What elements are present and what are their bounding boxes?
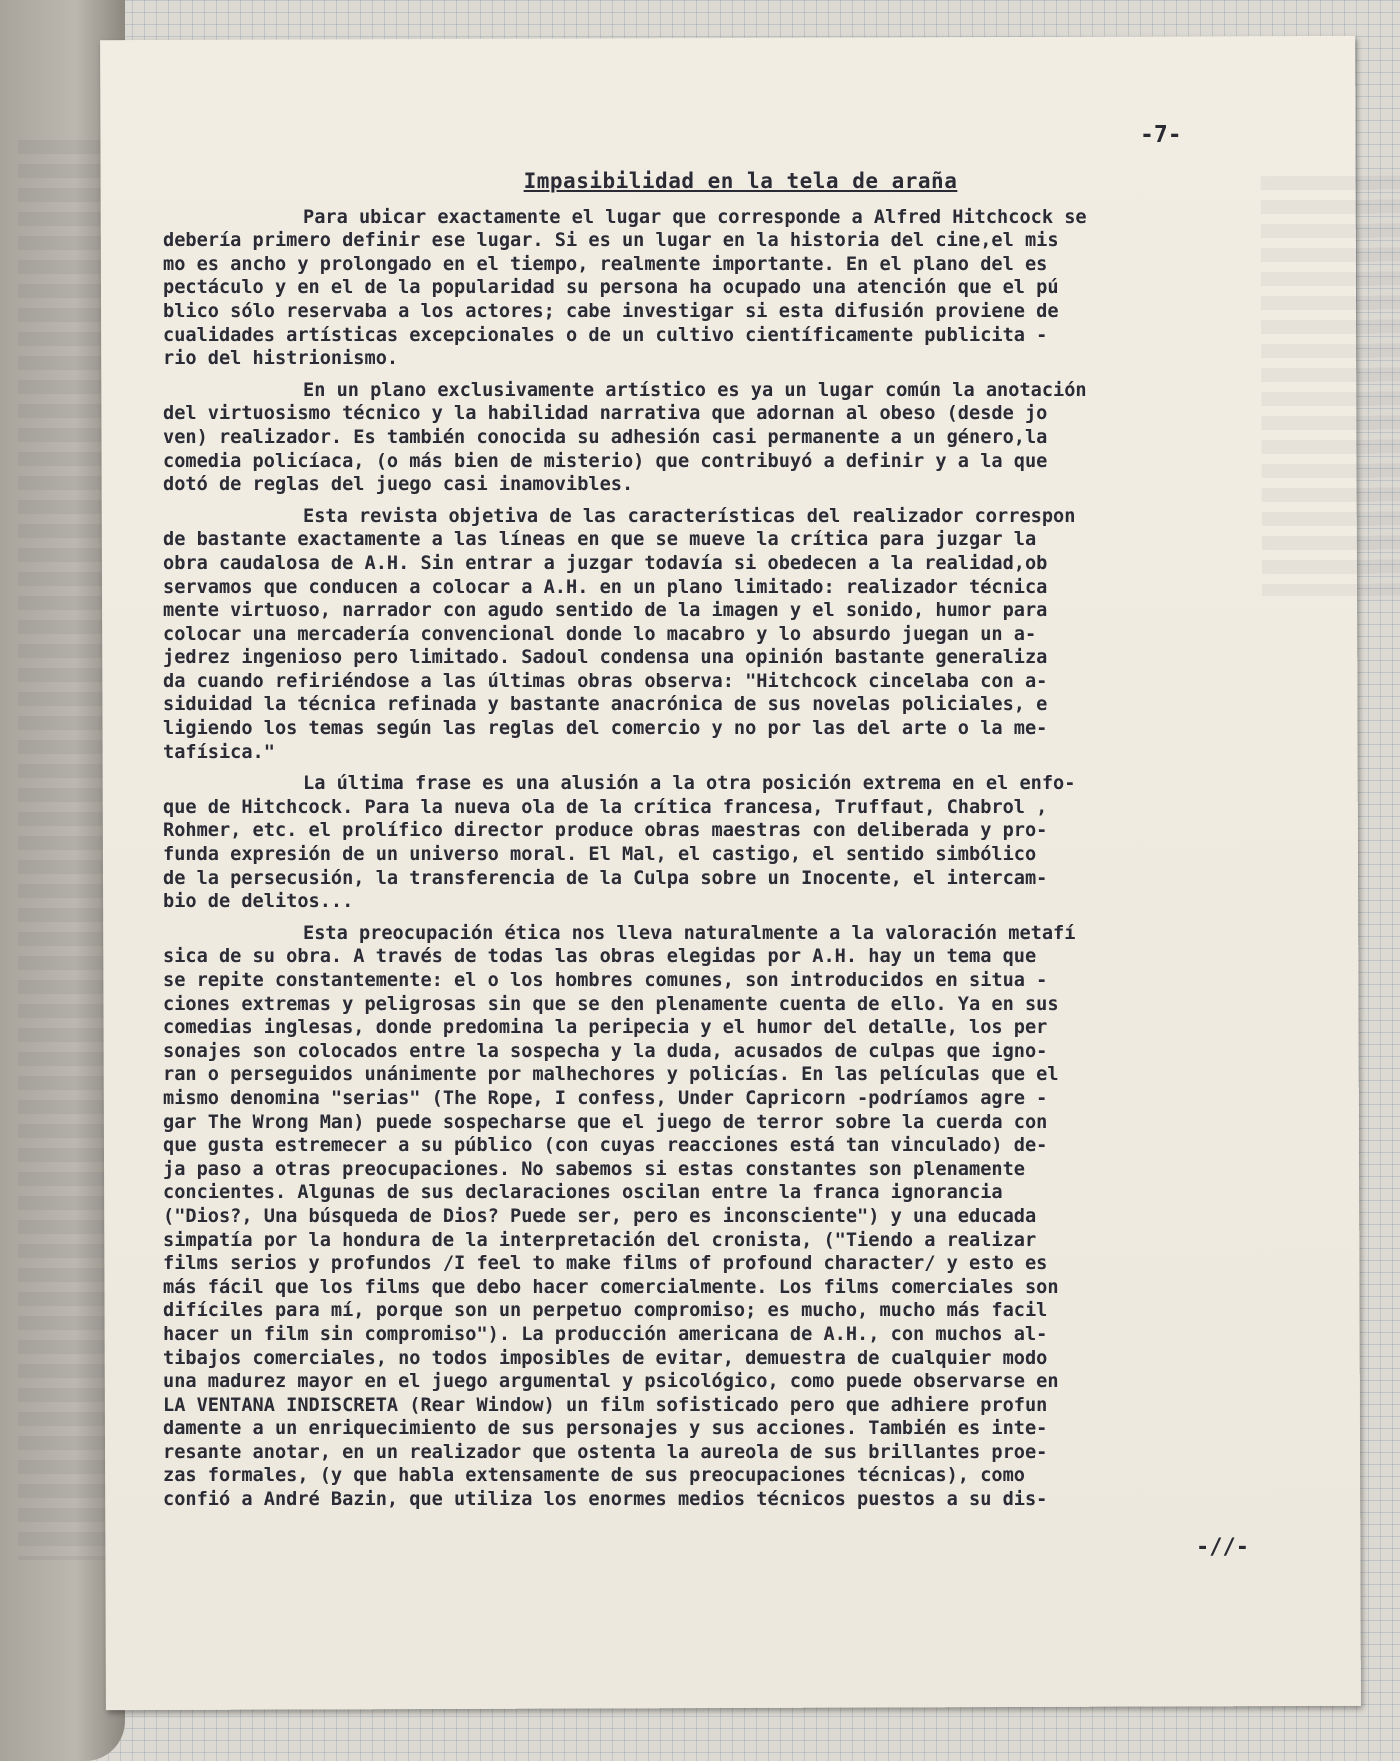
text-line: ven) realizador. Es también conocida su adhesión casi permanente a un género,la (163, 426, 1048, 448)
text-line: se repite constantemente: el o los hombres comunes, son introducidos en situa - (163, 970, 1048, 991)
page-number: -7- (1140, 122, 1182, 148)
bleed-through-shadow (1261, 175, 1400, 596)
text-line: comedias inglesas, donde predomina la peripecia y el humor del detalle, los per (163, 1017, 1048, 1039)
text-line: resante anotar, en un realizador que ostenta la aureola de sus brillantes proe- (163, 1441, 1048, 1463)
text-line: ("Dios?, Una búsqueda de Dios? Puede ser, pero es inconsciente") y una educada (163, 1205, 1037, 1227)
text-line: concientes. Algunas de sus declaraciones oscilan entre la franca ignorancia (163, 1182, 1003, 1204)
text-line: difíciles para mí, porque son un perpetuo compromiso; es mucho, mucho más facil (163, 1300, 1048, 1322)
text-line: damente a un enriquecimiento de sus personajes y sus acciones. También es inte- (163, 1418, 1048, 1440)
text-line: Esta preocupación ética nos lleva naturalmente a la valoración metafí (303, 922, 1076, 944)
page-body (163, 170, 1258, 1520)
text-line: que de Hitchcock. Para la nueva ola de la crítica francesa, Truffaut, Chabrol , (163, 796, 1048, 818)
text-line: comedia policíaca, (o más bien de misterio) que contribuyó a definir y a la que (163, 450, 1048, 472)
text-line: tafísica." (163, 741, 275, 763)
paragraph (163, 379, 1258, 497)
text-line: Rohmer, etc. el prolífico director produce obras maestras con deliberada y pro- (163, 820, 1048, 842)
text-line: Para ubicar exactamente el lugar que corresponde a Alfred Hitchcock se (303, 206, 1087, 228)
text-line: sonajes son colocados entre la sospecha y la duda, acusados de culpas que igno- (163, 1040, 1048, 1062)
text-line: simpatía por la hondura de la interpretación del cronista, ("Tiendo a realizar (163, 1229, 1037, 1251)
text-line: hacer un film sin compromiso"). La producción americana de A.H., con muchos al- (163, 1323, 1048, 1345)
text-line: jedrez ingenioso pero limitado. Sadoul condensa una opinión bastante generaliza (163, 647, 1048, 669)
text-line: sica de su obra. A través de todas las obras elegidas por A.H. hay un tema que (163, 946, 1037, 968)
text-line: La última frase es una alusión a la otra posición extrema en el enfo- (303, 773, 1076, 795)
text-line: rio del histrionismo. (163, 348, 399, 370)
text-line: zas formales, (y que habla extensamente de sus preocupaciones técnicas), como (163, 1465, 1025, 1487)
text-line: debería primero definir ese lugar. Si es un lugar en la historia del cine,el mis (163, 230, 1059, 252)
text-line: En un plano exclusivamente artístico es ya un lugar común la anotación (303, 379, 1087, 401)
text-line: gar The Wrong Man) puede sospecharse que el juego de terror sobre la cuerda con (163, 1111, 1048, 1133)
text-line: de la persecusión, la transferencia de la Culpa sobre un Inocente, el intercam- (163, 867, 1048, 889)
paragraph (163, 505, 1258, 765)
text-line: ja paso a otras preocupaciones. No sabemos si estas constantes son plenamente (163, 1158, 1025, 1180)
text-line: colocar una mercadería convencional donde lo macabro y lo absurdo juegan un a- (163, 623, 1037, 645)
text-line: obra caudalosa de A.H. Sin entrar a juzgar todavía si obedecen a la realidad,ob (163, 552, 1048, 574)
paragraphs-container (163, 206, 1258, 1512)
text-line: una madurez mayor en el juego argumental y psicológico, como puede observarse en (163, 1371, 1059, 1393)
paragraph (163, 772, 1258, 914)
text-line: dotó de reglas del juego casi inamovibles. (163, 474, 634, 496)
text-line: siduidad la técnica refinada y bastante anacrónica de sus novelas policiales, e (163, 694, 1048, 716)
text-line: más fácil que los films que debo hacer comercialmente. Los films comerciales son (163, 1276, 1059, 1298)
text-line: mismo denomina "serias" (The Rope, I confess, Under Capricorn -podríamos agre - (163, 1087, 1048, 1109)
text-line: bio de delitos... (163, 891, 354, 913)
paragraph (163, 206, 1258, 371)
page-title: Impasibilidad en la tela de araña (523, 169, 958, 193)
text-line: confió a André Bazin, que utiliza los enormes medios técnicos puestos a su dis- (163, 1489, 1048, 1511)
facing-page-bleed-through (18, 140, 108, 1560)
text-line: del virtuosismo técnico y la habilidad narrativa que adornan al obeso (desde jo (163, 403, 1048, 425)
text-line: que gusta estremecer a su público (con cuyas reacciones está tan vinculado) de- (163, 1135, 1048, 1157)
text-line: pectáculo y en el de la popularidad su persona ha ocupado una atención que el pú (163, 277, 1059, 299)
text-line: de bastante exactamente a las líneas en que se mueve la crítica para juzgar la (163, 529, 1037, 551)
continuation-mark: -//- (1196, 1535, 1249, 1560)
text-line: ligiendo los temas según las reglas del comercio y no por las del arte o la me- (163, 718, 1048, 740)
text-line: cualidades artísticas excepcionales o de un cultivo científicamente publicita - (163, 324, 1048, 346)
text-line: funda expresión de un universo moral. El Mal, el castigo, el sentido simbólico (163, 844, 1037, 866)
text-line: blico sólo reservaba a los actores; cabe investigar si esta difusión proviene de (163, 300, 1059, 322)
text-line: mente virtuoso, narrador con agudo sentido de la imagen y el sonido, humor para (163, 600, 1048, 622)
paragraph (163, 922, 1258, 1512)
text-line: LA VENTANA INDISCRETA (Rear Window) un film sofisticado pero que adhiere profun (163, 1394, 1048, 1416)
text-line: mo es ancho y prolongado en el tiempo, realmente importante. En el plano del es (163, 253, 1048, 275)
text-line: servamos que conducen a colocar a A.H. en un plano limitado: realizador técnica (163, 576, 1048, 598)
text-line: tibajos comerciales, no todos imposibles de evitar, demuestra de cualquier modo (163, 1347, 1048, 1369)
text-line: Esta revista objetiva de las características del realizador correspon (303, 505, 1076, 527)
text-line: films serios y profundos /I feel to make films of profound character/ y esto es (163, 1253, 1048, 1275)
text-line: da cuando refiriéndose a las últimas obras observa: "Hitchcock cincelaba con a- (163, 670, 1048, 692)
text-line: ciones extremas y peligrosas sin que se den plenamente cuenta de ello. Ya en sus (163, 993, 1059, 1015)
text-line: ran o perseguidos unánimente por malhechores y policías. En las películas que el (163, 1064, 1059, 1086)
